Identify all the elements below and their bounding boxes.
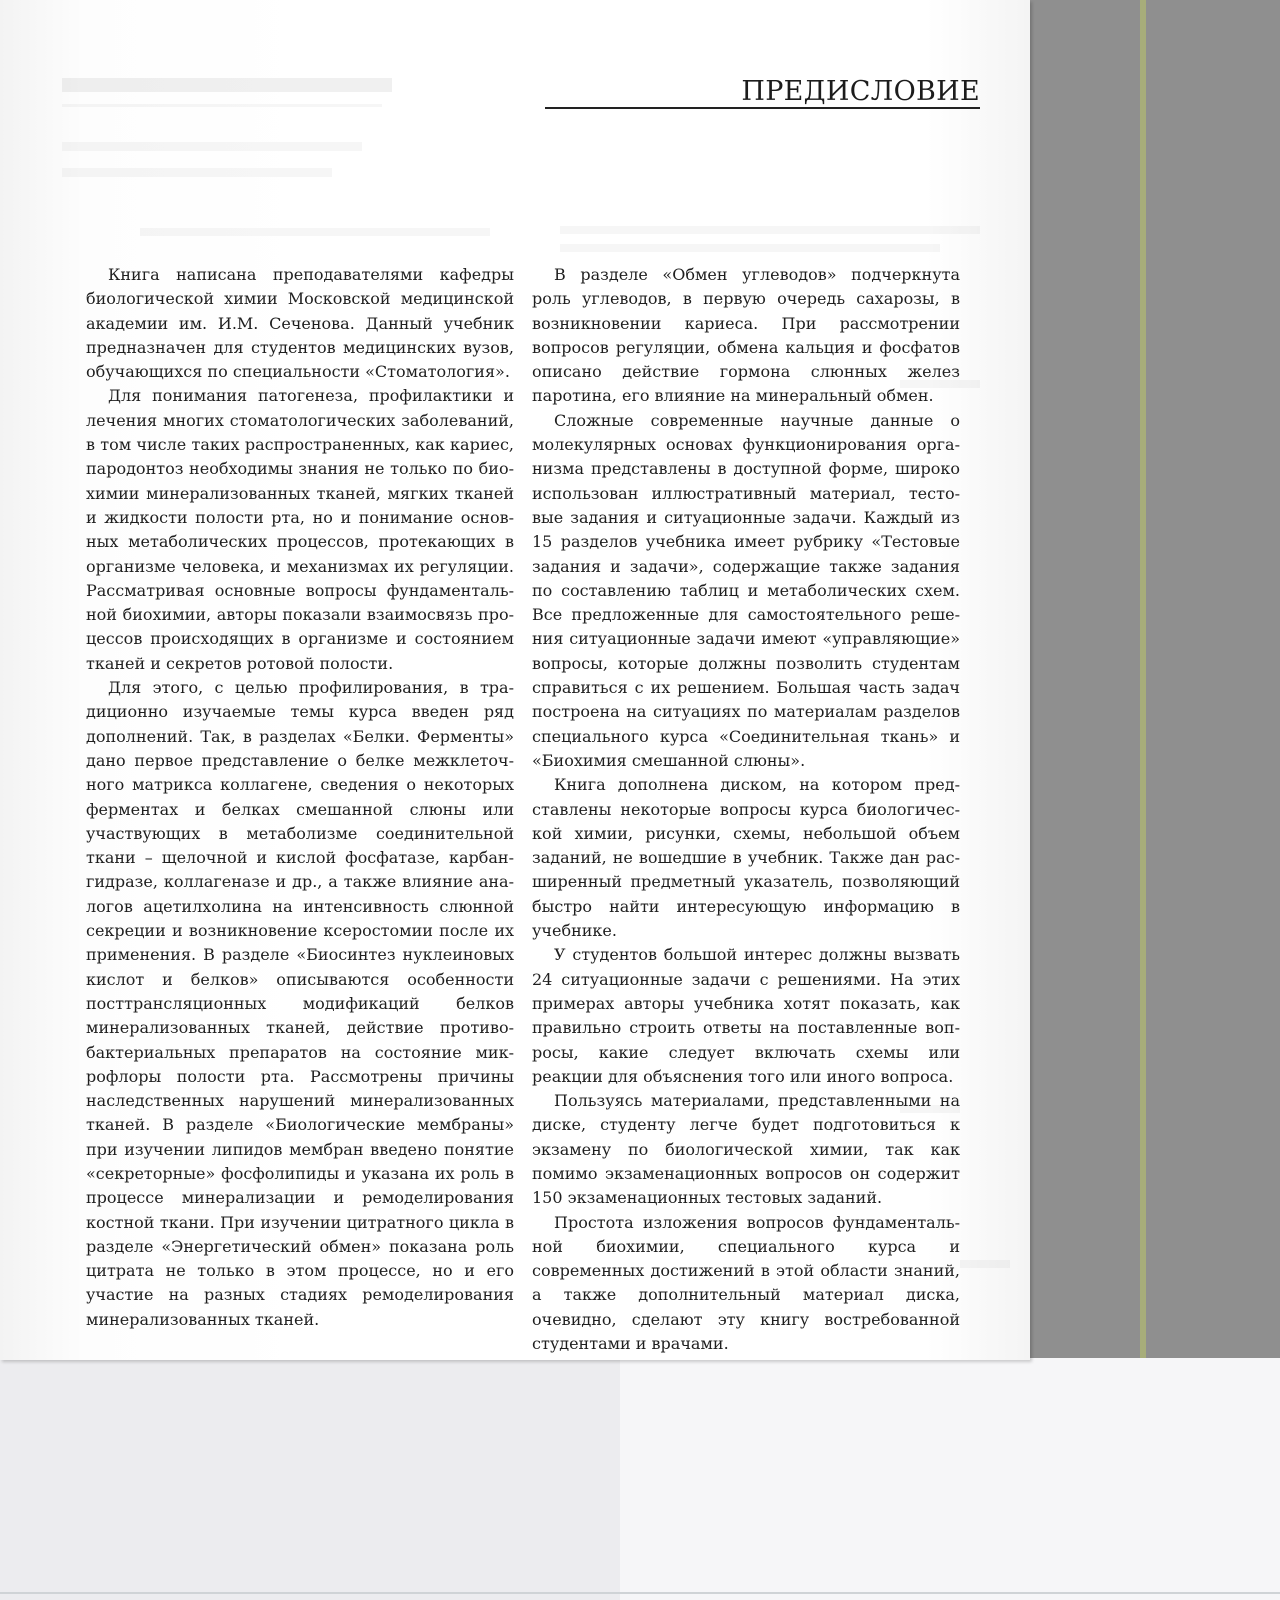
scanner-bottom-shade [0, 1358, 620, 1600]
bleed-through-mark [62, 78, 392, 92]
bleed-through-mark [62, 168, 332, 177]
bleed-through-mark [62, 142, 362, 151]
bleed-through-mark [62, 104, 382, 107]
bleed-through-mark [560, 226, 980, 234]
title-underline [545, 107, 980, 109]
right-text-column [532, 263, 960, 1356]
paragraph: Пользуясь материалами, представленными на диске, студенту легче будет подготовиться к экзамену по биологической химии, так как помимо экзаменационных вопросов он содержит 150 экзаменационных тестовых заданий. [532, 1091, 960, 1208]
paragraph: Сложные современные научные данные о молекулярных основах функционирования организма представлены в доступной форме, широко использован иллюстративный материал, тестовые задания и ситуационные задачи. Каждый из 15 разделов учебника имеет рубрику «Тестовые задания и задачи», содержащие также задания по составлению таблиц и метаболических схем. Все предложенные для самостоятельного решения ситуационные задачи имеют «управляющие» вопросы, которые должны позволить студентам справиться с их решением. Большая часть задач построена на ситуациях по материалам разделов специального курса «Соединительная ткань» и «Биохимия смешанной слюны». [532, 410, 960, 770]
scanner-background [1022, 0, 1280, 1358]
paragraph: Книга написана преподавателями кафедры биологической химии Московской медицинской академии им. И.М. Сеченова. Данный учебник предназначен для студентов медицинских вузов, обучающихся по специальности «Стоматология». [86, 265, 514, 382]
paragraph: Простота изложения вопросов фундаментальной биохимии, специального курса и современных достижений в этой области знаний, а также дополнительный материал диска, очевидно, сделают эту книгу востребованной студентами и врачами. [532, 1212, 960, 1354]
scanner-edge-strip [1140, 0, 1146, 1358]
paragraph: Для понимания патогенеза, профилактики и лечения многих стоматологических заболеваний, в том числе таких распространенных, как кариес, пародонтоз необходимы знания не только по биохимии минерализованных тканей, мягких тканей и жидкости полости рта, но и понимание основных метаболических процессов, протекающих в организме человека, и механизмах их регуляции. Рассматривая основные вопросы фундаментальной биохимии, авторы показали взаимосвязь процессов происходящих в организме и состоянием тканей и секретов ротовой полости. [86, 386, 514, 673]
page-title: ПРЕДИСЛОВИЕ [741, 76, 980, 107]
paragraph: Книга дополнена диском, на котором представлены некоторые вопросы курса биологической химии, рисунки, схемы, небольшой объем заданий, не вошедшие в учебник. Также дан расширенный предметный указатель, позволяющий быстро найти интересующую информацию в учебнике. [532, 775, 960, 941]
left-text-column [86, 263, 514, 1332]
bleed-through-mark [560, 244, 940, 252]
bleed-through-mark [140, 228, 490, 236]
paragraph: В разделе «Обмен углеводов» подчеркнута роль углеводов, в первую очередь сахарозы, в возникновении кариеса. При рассмотрении вопросов регуляции, обмена кальция и фосфатов описано действие гормона слюнных желез паротина, его влияние на минеральный обмен. [532, 265, 960, 406]
paragraph: Для этого, с целью профилирования, в традиционно изучаемые темы курса введен ряд дополнений. Так, в разделах «Белки. Ферменты» дано первое представление о белке межклеточного матрикса коллагене, сведения о некоторых ферментах и белках смешанной слюны или участвующих в метаболизме соединительной ткани – щелочной и кислой фосфатазе, карбангидразе, коллагеназе и др., а также влияние аналогов ацетилхолина на интенсивность слюнной секреции и возникновение ксеростомии после их применения. В разделе «Биосинтез нуклеиновых кислот и белков» описываются особенности посттрансляционных модификаций белков минерализованных тканей, действие противобактериальных препаратов на состояние микрофлоры полости рта. Рассмотрены причины наследственных нарушений минерализованных тканей. В разделе «Биологические мембраны» при изучении липидов мембран введено понятие «секреторные» фосфолипиды и указана их роль в процессе минерализации и ремоделирования костной ткани. При изучении цитратного цикла в разделе «Энергетический обмен» показана роль цитрата не только в этом процессе, но и его участие на разных стадиях ремоделирования минерализованных тканей. [86, 678, 514, 1329]
paragraph: У студентов большой интерес должны вызвать 24 ситуационные задачи с решениями. На этих примерах авторы учебника хотят показать, как правильно строить ответы на поставленные вопросы, какие следует включать схемы или реакции для объяснения того или иного вопроса. [532, 945, 960, 1086]
bleed-through-mark [960, 1260, 1010, 1268]
scanner-base-line [0, 1592, 1280, 1594]
